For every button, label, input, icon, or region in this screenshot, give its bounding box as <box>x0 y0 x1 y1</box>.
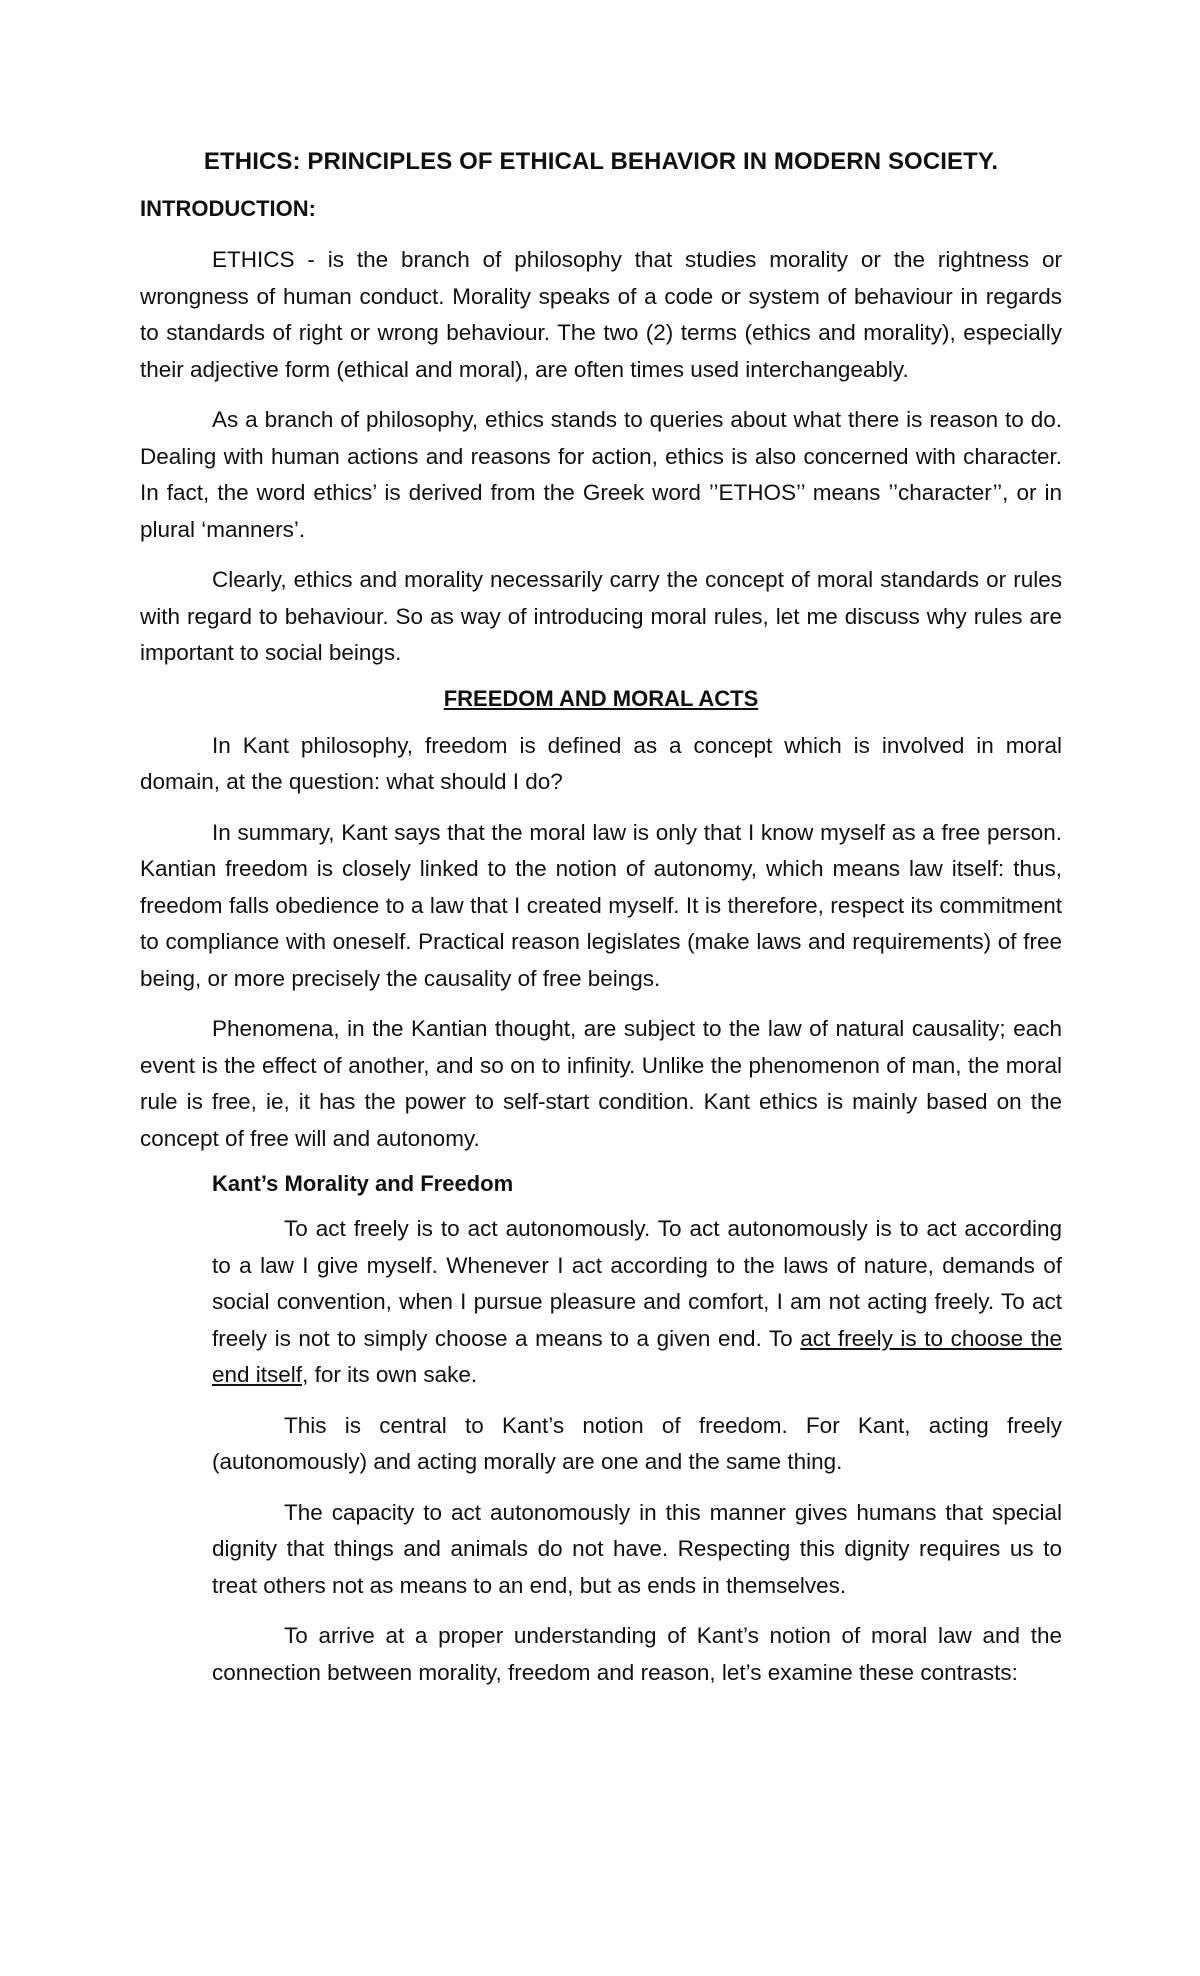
freedom-paragraph-1: In Kant philosophy, freedom is defined as a concept which is involved in moral domain, at the question: what should I do? <box>140 732 1062 794</box>
kant-paragraph-1-text-a: To act freely is to act autonomously. To act autonomously is to act according to a law I give myself. Whenever I act according to the laws of nature, demands of social convention, when I pursue pleasure and comfort, I am not acting freely. To act freely is not to simply choose a means to a given end. To <box>212 1216 1062 1351</box>
kant-paragraph-1-underlined: act freely is to choose the end itself <box>212 1325 1062 1387</box>
kant-subsection <box>140 1171 1062 1691</box>
kant-paragraph-1 <box>212 1211 1062 1394</box>
intro-paragraph-2: As a branch of philosophy, ethics stands to queries about what there is reason to do. Dealing with human actions and reasons for action, ethics is also concerned with character. In fact, the word ethics’ is derived from the Greek word ’’ETHOS’’ means ’’character’’, or in plural ‘manners’. <box>140 407 1062 542</box>
intro-paragraph-3: Clearly, ethics and morality necessarily carry the concept of moral standards or rules with regard to behaviour. So as way of introducing moral rules, let me discuss why rules are important to social beings. <box>140 567 1062 665</box>
kant-paragraph-4: To arrive at a proper understanding of Kant’s notion of moral law and the connection between morality, freedom and reason, let’s examine these contrasts: <box>212 1623 1062 1685</box>
kant-paragraph-1-text-b: , for its own sake. <box>302 1362 478 1387</box>
intro-paragraph-1: ETHICS - is the branch of philosophy that studies morality or the rightness or wrongness of human conduct. Morality speaks of a code or system of behaviour in regards to standards of right or wrong behaviour. The two (2) terms (ethics and morality), especially their adjective form (ethical and moral), are often times used interchangeably. <box>140 247 1062 382</box>
document-title: ETHICS: PRINCIPLES OF ETHICAL BEHAVIOR IN MODERN SOCIETY. <box>203 148 999 175</box>
freedom-section-heading: FREEDOM AND MORAL ACTS <box>443 685 759 711</box>
kant-paragraph-2: This is central to Kant’s notion of freedom. For Kant, acting freely (autonomously) and acting morally are one and the same thing. <box>212 1412 1062 1474</box>
kant-section-heading: Kant’s Morality and Freedom <box>212 1171 514 1196</box>
freedom-paragraph-2: In summary, Kant says that the moral law is only that I know myself as a free person. Kantian freedom is closely linked to the notion of autonomy, which means law itself: thus, freedom falls obedience to a law that I created myself. It is therefore, respect its commitment to compliance with oneself. Practical reason legislates (make laws and requirements) of free being, or more precisely the causality of free beings. <box>140 819 1062 991</box>
introduction-heading: INTRODUCTION: <box>140 196 316 221</box>
kant-paragraph-3: The capacity to act autonomously in this manner gives humans that special dignity that things and animals do not have. Respecting this dignity requires us to treat others not as means to an end, but as ends in themselves. <box>212 1499 1062 1598</box>
freedom-paragraph-3: Phenomena, in the Kantian thought, are subject to the law of natural causality; each event is the effect of another, and so on to infinity. Unlike the phenomenon of man, the moral rule is free, ie, it has the power to self-start condition. Kant ethics is mainly based on the concept of free will and autonomy. <box>140 1016 1062 1151</box>
